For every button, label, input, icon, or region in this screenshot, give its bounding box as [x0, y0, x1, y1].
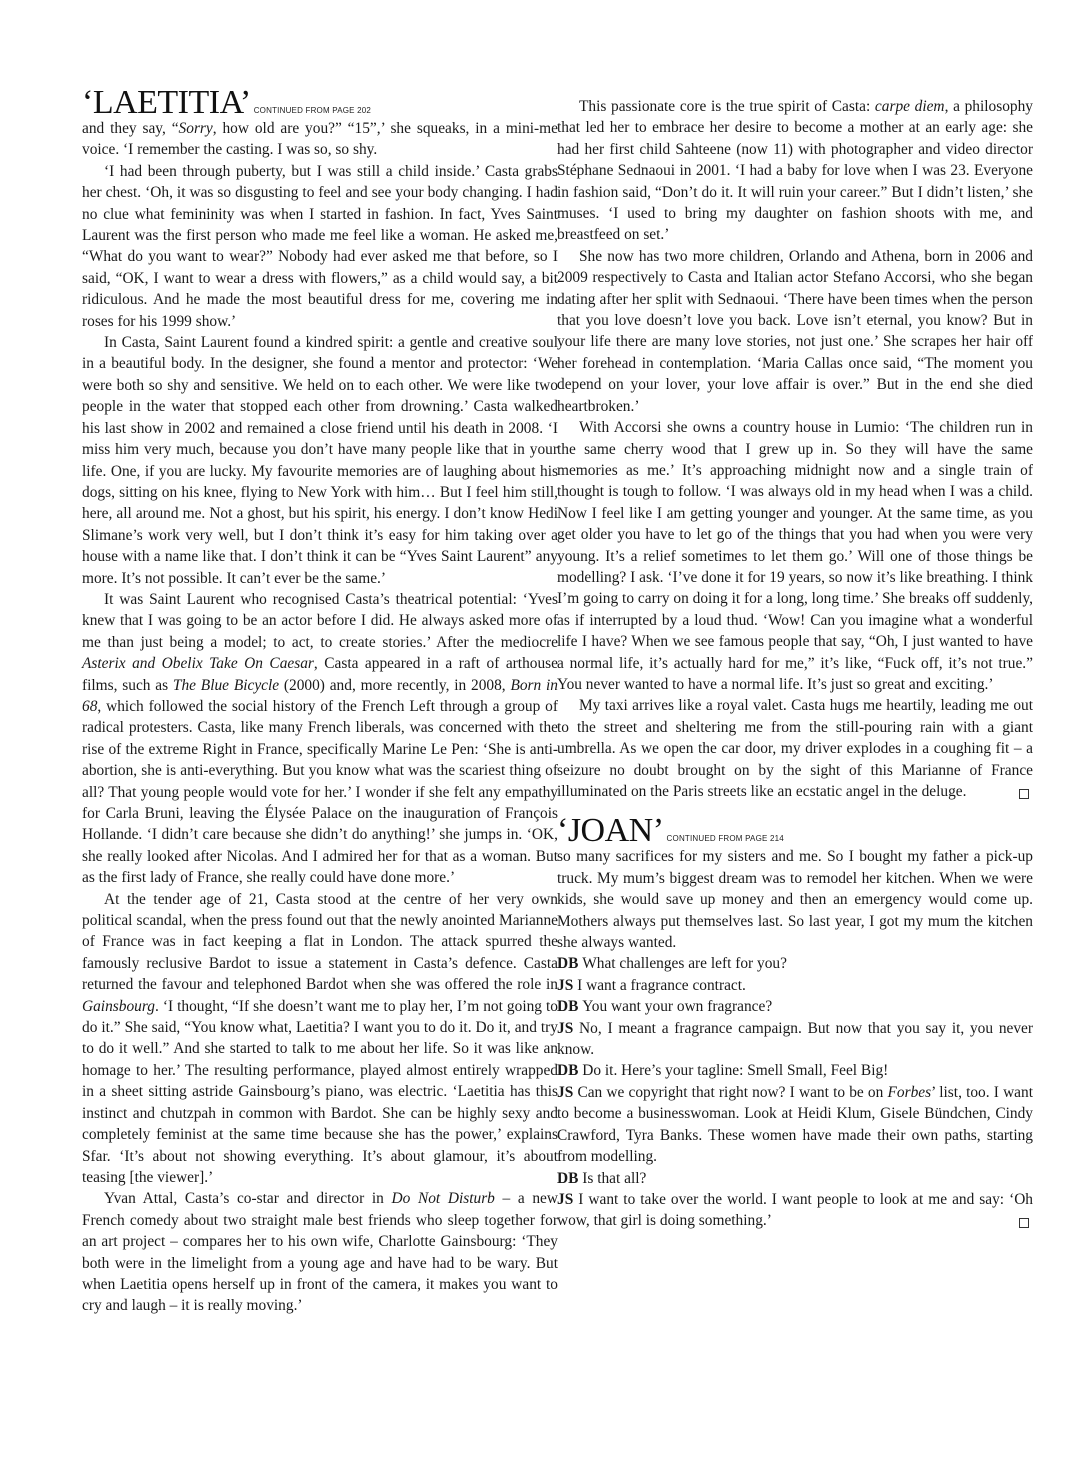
article-paragraph: Yvan Attal, Casta’s co-star and director in Do Not Disturb – a new French comedy about two straight male best friends who sleep together for an art project – compares her to his own wife, Charlotte Gainsbourg: ‘They both were in the limelight from a young age and have had to be wary. But when Laetitia opens herself up in front of the camera, it makes you want to cry and laugh – it is really moving.’	[82, 1190, 559, 1315]
speaker-initials: DB	[557, 1062, 583, 1080]
qa-line: JS I want a fragrance contract.	[557, 976, 746, 994]
article-paragraph: In Casta, Saint Laurent found a kindred spirit: a gentle and creative soul in a beautiful body. In the designer, she found a mentor and protector: ‘We were both so shy and sensitive. We held on to each other. We were like two people in the water that stopped each other from drowning.’ Casta walked his last show in 2002 and remained a close friend until his death in 2008. ‘I miss him very much, because you don’t have many people like that in your life. One, if you are lucky. My favourite memories are of laughing about his dogs, sitting on his knee, flying to New York with him… But I feel him still, here, all around me. Not a ghost, but his spirit, his energy. I don’t know Hedi Slimane’s work very well, but I don’t think it’s easy for him taking over a house with a name like that. I don’t think it can be “Yves Saint Laurent” any more. It’s not possible. It can’t ever be the same.’	[82, 334, 558, 587]
speaker-initials: JS	[557, 976, 578, 994]
laetitia-heading	[82, 84, 558, 121]
joan-title: ‘JOAN’	[557, 812, 664, 850]
article-paragraph: With Accorsi she owns a country house in Lumio: ‘The children run in the same cherry wood that I grew up in. So they will have the same memories as me.’ It’s approaching midnight now and a single train of thought is tough to follow. ‘I was always old in my head when I was a child. Now I feel like I am getting younger and younger. At the same time, as you get older you have to let go of the things that you had when you were very young. It’s a relief sometimes to let them go.’ Will one of those things be modelling? I ask. ‘I’ve done it for 19 years, so now it’s like breathing. I think I’m going to carry on doing it for a long, long time.’ She breaks off suddenly, as if interrupted by a loud thud. ‘Wow! Can you imagine what a wonderful life I have? When we see famous people that say, “Oh, I just wanted to have a normal life, it’s actually hard for me,” it’s like, “Fuck off, it’s not true.” You never wanted to have a normal life. It’s just so great and exciting.’	[557, 419, 1033, 693]
qa-line: JS No, I meant a fragrance campaign. But now that you say it, you never know.	[557, 1019, 1034, 1059]
laetitia-continued-label: CONTINUED FROM PAGE 202	[253, 106, 372, 115]
speaker-initials: DB	[557, 998, 583, 1016]
end-of-article-mark	[1019, 1218, 1029, 1228]
qa-line: DB Is that all?	[557, 1169, 647, 1187]
article-paragraph: She now has two more children, Orlando and Athena, born in 2006 and 2009 respectively to Casta and Italian actor Stefano Accorsi, who she began dating after her split with Sednaoui. ‘There have been times when the person that you love doesn’t love you back. Love isn’t eternal, you know? But in your life there are many love stories, not just one.’ She scrapes her hair off her forehead in contemplation. ‘Maria Callas once said, “The moment you depend on your lover, your love affair is over.” But in the end she died heartbroken.’	[557, 247, 1033, 415]
speaker-initials: JS	[557, 1083, 578, 1101]
article-paragraph: so many sacrifices for my sisters and me. So I bought my father a pick-up truck. My mum’s biggest dream was to remodel her kitchen. When we were kids, she would save up money and then an emergency would come up. Mothers always put themselves last. So last year, I got my mum the kitchen she always wanted.	[557, 848, 1033, 952]
article-paragraph: This passionate core is the true spirit of Casta: carpe diem, a philosophy that led her to embrace her desire to become a mother at an early age: she had her first child Sahteene (now 11) with photographer and video director Stéphane Sednaoui in 2001. ‘I had a baby for love when I was 23. Everyone in fashion said, “Don’t do it. It will ruin your career.” But I didn’t listen,’ she muses. ‘I used to bring my daughter on fashion shoots with me, and breastfeed on set.’	[557, 98, 1033, 244]
article-paragraph: At the tender age of 21, Casta stood at the centre of her very own political scandal, when the press found out that the newly anointed Marianne of France was in fact keeping a flat in London. The attack spurred the famously reclusive Bardot to issue a statement in Casta’s defence. Casta returned the favour and telephoned Bardot when she was offered the role in Gainsbourg. ‘I thought, “If she doesn’t want me to play her, I’m not going to do it.” She said, “You know what, Laetitia? I want you to do it. Do it, and try to do it well.” And she started to talk to me about her life. So it was like an homage to her.’ The resulting performance, played almost entirely wrapped in a sheet sitting astride Gainsbourg’s piano, was electric. ‘Laetitia has this instinct and chutzpah in common with Bardot. She can be highly sexy and completely feminist at the same time because she has the power,’ explains Sfar. ‘It’s about not showing everything. It’s about glamour, it’s about teasing [the viewer].’	[82, 890, 558, 1186]
qa-line: DB What challenges are left for you?	[557, 955, 787, 973]
article-paragraph: It was Saint Laurent who recognised Casta’s theatrical potential: ‘Yves knew that I was going to be an actor before I did. He always asked more of me than just being a model; to act, to create stories.’ After the mediocre Asterix and Obelix Take On Caesar, Casta appeared in a raft of arthouse films, such as The Blue Bicycle (2000) and, more recently, in 2008, Born in 68, which followed the social history of the French Left through a group of radical protesters. Casta, like many French liberals, was concerned with the rise of the extreme Right in France, specifically Marine Le Pen: ‘She is anti-abortion, she is anti-everything. But you know what was the scariest thing of all? That young people would vote for her.’ I wonder if she felt any empathy for Carla Bruni, leaving the Élysée Palace on the inauguration of François Hollande. ‘I didn’t care because she didn’t do anything!’ she jumps in. ‘OK, she really looked after Nicolas. And I admired her for that as a woman. But as the first lady of France, she really could have done more.’	[82, 590, 558, 887]
left-column	[82, 84, 559, 1317]
speaker-initials: DB	[557, 1169, 583, 1187]
article-paragraph: and they say, “Sorry, how old are you?” “15”,’ she squeaks, in a mini-me voice. ‘I remember the casting. I was so, so shy.	[82, 120, 558, 159]
qa-line: DB Do it. Here’s your tagline: Smell Small, Feel Big!	[557, 1062, 889, 1080]
joan-continued-label: CONTINUED FROM PAGE 214	[666, 834, 784, 844]
speaker-initials: JS	[557, 1190, 579, 1208]
qa-line: JS Can we copyright that right now? I want to be on Forbes’ list, too. I want to become a businesswoman. Look at Heidi Klum, Gisele Bündchen, Cindy Crawford, Tyra Banks. These women have made their own paths, starting from modelling.	[557, 1083, 1033, 1166]
end-of-article-mark	[1019, 789, 1029, 799]
qa-line: JS I want to take over the world. I want people to look at me and say: ‘Oh wow, that girl is doing something.’	[557, 1190, 1034, 1230]
speaker-initials: DB	[557, 955, 583, 973]
qa-line: DB You want your own fragrance?	[557, 998, 773, 1016]
article-paragraph: My taxi arrives like a royal valet. Casta hugs me heartily, leading me out to the street and sheltering me from the still-pouring rain with a giant umbrella. As we open the car door, my driver explodes in a coughing fit – a seizure no doubt brought on by the sight of this Marianne of France illuminated on the Paris streets like an ecstatic angel in the deluge.	[557, 697, 1033, 800]
article-paragraph: ‘I had been through puberty, but I was still a child inside.’ Casta grabs her chest. ‘Oh, it was so disgusting to feel and see your body changing. I had no clue what femininity was when I started in fashion. In fact, Yves Saint Laurent was the first person who made me feel like a woman. He asked me, “What do you want to wear?” Nobody had ever asked me that before, so I said, “OK, I want to wear a dress with flowers,” as a child would say, a bit ridiculous. And he made the most beautiful dress for me, covering me in roses for his 1999 show.’	[82, 162, 558, 330]
right-column	[557, 96, 1033, 1232]
laetitia-title: ‘LAETITIA’	[82, 84, 251, 121]
joan-heading	[557, 812, 1033, 850]
speaker-initials: JS	[557, 1019, 580, 1037]
